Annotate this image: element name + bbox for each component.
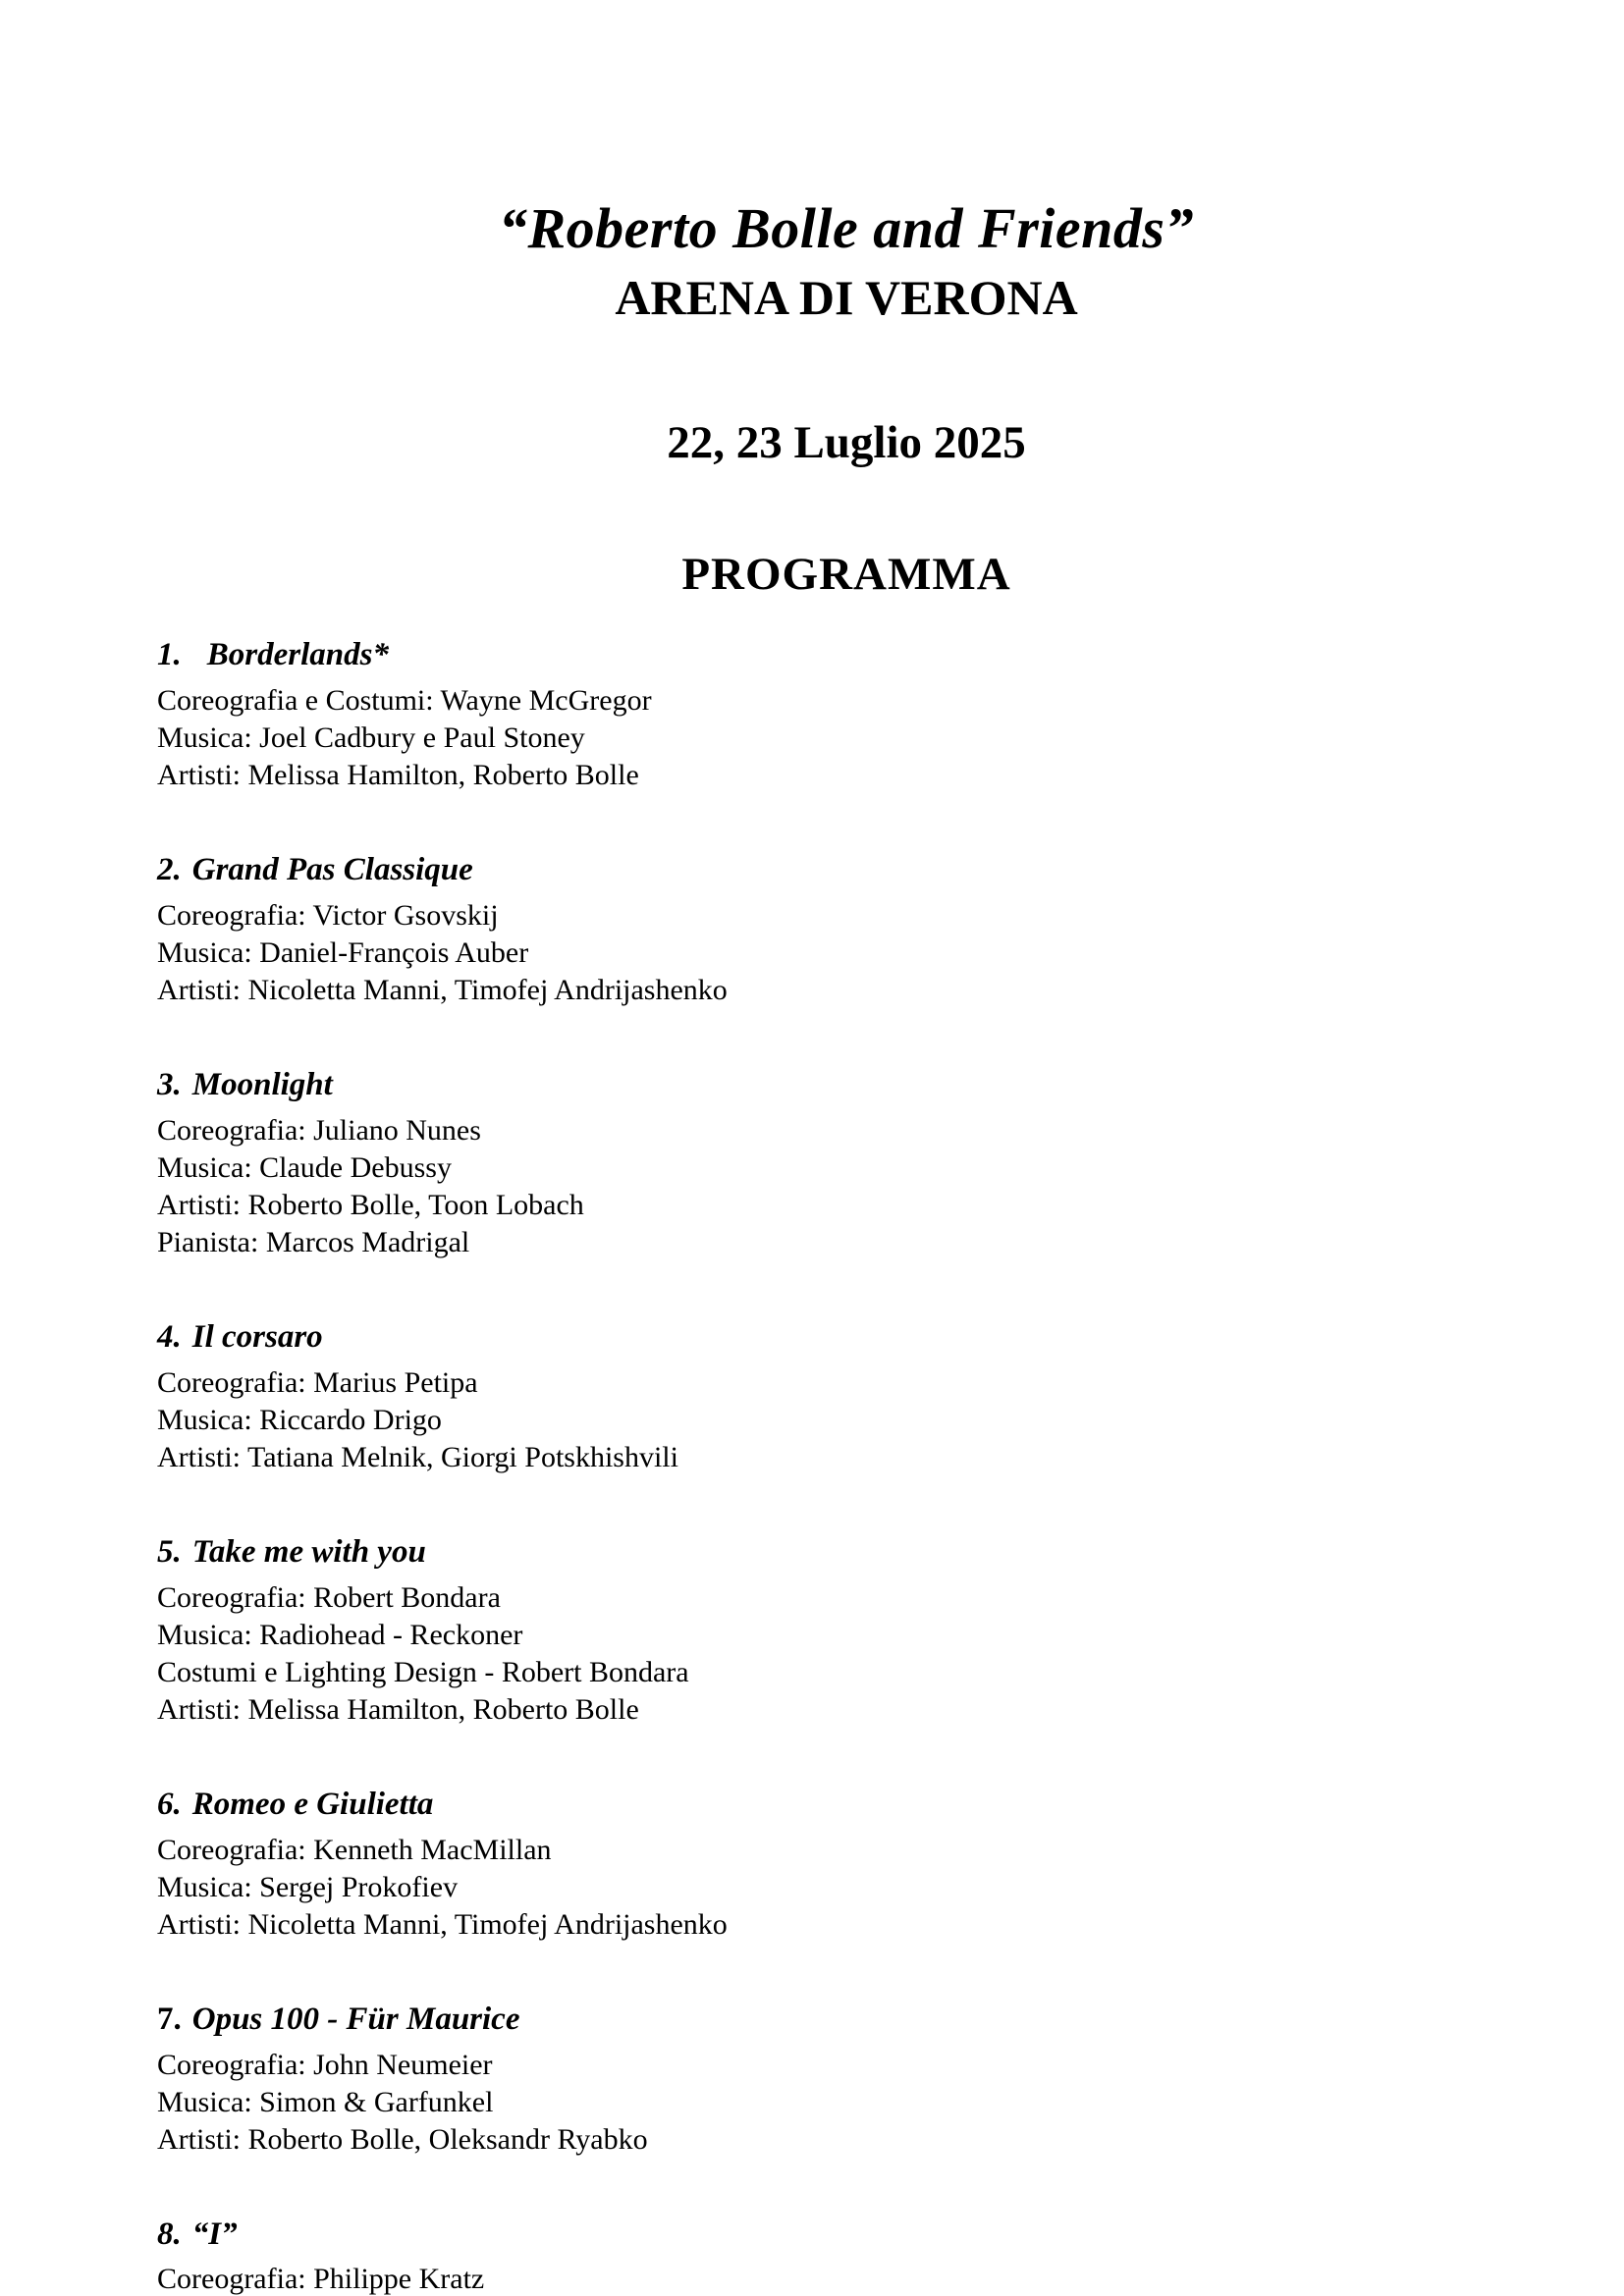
program-item-name: Take me with you [191,1533,426,1570]
program-item-detail-line: Artisti: Melissa Hamilton, Roberto Bolle [157,1692,639,1726]
program-item-detail-line: Musica: Claude Debussy [157,1150,452,1184]
program-item-title [157,1531,1536,1574]
program-item-name: Grand Pas Classique [191,852,473,888]
program-item-detail-line: Coreografia: Marius Petipa [157,1365,478,1399]
program-item-number: 8. [157,2216,182,2252]
program-item-detail-line: Coreografia e Costumi: Wayne McGregor [157,684,652,718]
program-item-detail-line: Coreografia: Philippe Kratz [157,2263,485,2296]
event-dates: 22, 23 Luglio 2025 [667,417,1026,469]
program-item-detail-line: Artisti: Tatiana Melnik, Giorgi Potskhishvili [157,1440,678,1473]
program-item [157,1784,1536,1944]
program-item-detail-line: Artisti: Nicoletta Manni, Timofej Andrijashenko [157,1907,728,1941]
program-item-number: 4. [157,1318,182,1355]
program-item-title [157,634,1536,676]
program-item-details [157,682,1536,794]
program-item-detail-line: Musica: Riccardo Drigo [157,1403,442,1436]
program-item-name: Romeo e Giulietta [191,1786,434,1822]
program-item-detail-line: Artisti: Melissa Hamilton, Roberto Bolle [157,759,639,792]
program-item [157,634,1536,794]
program-item-detail-line: Musica: Daniel-François Auber [157,936,529,970]
program-item-detail-line: Coreografia: John Neumeier [157,2048,493,2081]
document-header [157,196,1536,601]
event-title: “Roberto Bolle and Friends” [499,196,1194,260]
program-item-detail-line: Costumi e Lighting Design - Robert Bondara [157,1655,689,1688]
program-item-title [157,2214,1536,2256]
program-item-detail-line: Artisti: Roberto Bolle, Oleksandr Ryabko [157,2122,648,2156]
program-item-detail-line: Coreografia: Victor Gsovskij [157,899,499,933]
program-item-detail-line: Musica: Radiohead - Reckoner [157,1618,523,1651]
program-item-details [157,2047,1536,2159]
program-item-detail-line: Artisti: Roberto Bolle, Toon Lobach [157,1188,584,1221]
program-item-name: Moonlight [191,1067,333,1103]
program-item [157,2214,1536,2296]
program-item-details [157,1832,1536,1944]
program-item [157,1064,1536,1261]
program-item-name: Il corsaro [191,1318,323,1355]
program-item-title [157,1999,1536,2041]
program-item-detail-line: Musica: Simon & Garfunkel [157,2085,494,2118]
program-item-title [157,1784,1536,1826]
program-item-title [157,849,1536,891]
program-item-detail-line: Coreografia: Juliano Nunes [157,1113,481,1147]
program-item-details [157,1364,1536,1476]
program-item [157,1999,1536,2159]
program-item-name: Opus 100 - Für Maurice [191,2001,520,2037]
program-list [157,634,1536,2296]
program-item-number: 6. [157,1786,182,1822]
program-item-number: 5. [157,1533,182,1570]
program-item-name: “I” [191,2216,238,2252]
program-item [157,1531,1536,1729]
program-item-title [157,1316,1536,1359]
program-item-detail-line: Pianista: Marcos Madrigal [157,1225,470,1258]
program-item-detail-line: Musica: Joel Cadbury e Paul Stoney [157,721,585,755]
program-item-detail-line: Coreografia: Kenneth MacMillan [157,1833,552,1866]
program-item-details [157,1112,1536,1261]
program-item [157,849,1536,1009]
program-item-name: Borderlands* [206,637,389,673]
program-item-title [157,1064,1536,1106]
program-item-detail-line: Artisti: Nicoletta Manni, Timofej Andrijashenko [157,974,728,1007]
program-item-details [157,897,1536,1009]
program-item-number: 7. [157,2001,182,2037]
program-item-number: 3. [157,1067,182,1103]
section-heading: PROGRAMMA [681,549,1011,601]
program-item-detail-line: Musica: Sergej Prokofiev [157,1870,459,1903]
program-item-detail-line: Coreografia: Robert Bondara [157,1580,501,1614]
program-item [157,1316,1536,1476]
program-item-details [157,1579,1536,1729]
program-item-number: 1. [157,637,182,673]
program-item-details [157,2261,1536,2296]
venue-name: ARENA DI VERONA [615,269,1078,325]
program-item-number: 2. [157,852,182,888]
